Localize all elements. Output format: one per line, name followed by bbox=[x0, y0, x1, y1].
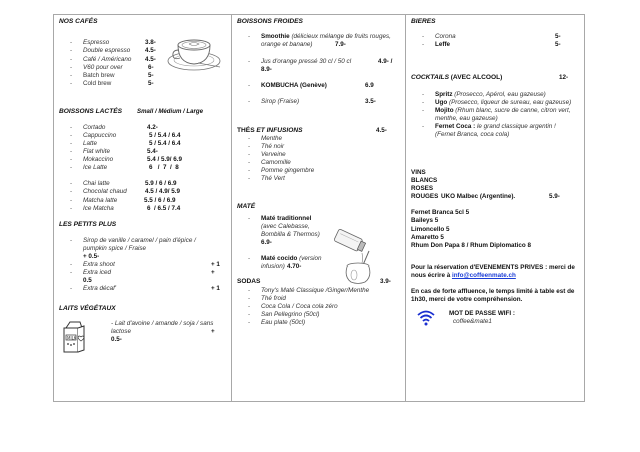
list-item: Fernet Branca 5cl 5 bbox=[411, 209, 470, 217]
list-item: - Mojito (Rhum blanc, sucre de canne, citron vert, menthe, eau gazeuse) bbox=[422, 107, 571, 123]
list-item: - Matcha latte 5.5 / 6 / 6.9 bbox=[70, 196, 176, 204]
list-item: - KOMBUCHA (Genève) 6.9 bbox=[248, 81, 374, 89]
list-item: - Chocolat chaud 4.5 / 4.9/ 5.9 bbox=[70, 188, 181, 196]
sizes-label: Small / Médium / Large bbox=[137, 107, 204, 115]
list-item: - V60 pour over 6- bbox=[70, 63, 154, 71]
list-item: - Ice Matcha 6 / 6.5 / 7.4 bbox=[70, 204, 181, 212]
list-item: - Flat white 5.4- bbox=[70, 148, 158, 156]
list-item: - Cappuccino 5 / 5.4 / 6.4 bbox=[70, 132, 181, 140]
menu-table bbox=[53, 14, 585, 402]
list-item: - Spritz (Prosecco, Apérol, eau gazeuse) bbox=[422, 90, 546, 98]
thes-header: THÉS ET INFUSIONS 4.5- bbox=[237, 126, 387, 134]
column-alcool bbox=[406, 15, 584, 401]
affluence-info: En cas de forte affluence, le temps limité à table est de 1h30, merci de votre compréhension. bbox=[411, 287, 575, 303]
section-title-bieres: BIERES bbox=[411, 18, 436, 25]
list-item: - Fernet Coca : le grand classique argentin ! (Fernet Branca, coca cola) bbox=[422, 123, 556, 139]
plus-list: - Sirop de vanille / caramel / pain d'épice / pumpkin spice / Fraise + 0.5- - Extra shoot + 1 - Extra iced + 0.5 - Extra décaf' + 1 bbox=[59, 237, 226, 293]
events-info: Pour la réservation d'EVENEMENTS PRIVES : merci de nous écrire à info@coffeenmate.ch bbox=[411, 263, 575, 279]
list-item: Baileys 5 bbox=[411, 217, 439, 225]
list-item: - Verveine bbox=[248, 151, 286, 159]
section-title-froides: BOISSONS FROIDES bbox=[237, 18, 303, 25]
list-item: - Eau plate (50cl) bbox=[248, 318, 306, 326]
section-title-sodas: SODAS bbox=[237, 278, 261, 286]
section-title-plus: LES PETITS PLUS bbox=[59, 220, 117, 228]
coffee-cup-icon bbox=[164, 33, 226, 75]
bieres-list bbox=[411, 33, 579, 49]
list-item: - Leffe 5- bbox=[422, 41, 561, 49]
cocktails-list bbox=[411, 91, 576, 139]
list-item: - Jus d'orange pressé 30 cl / 50 cl 4.9- / bbox=[248, 57, 393, 65]
section-title-lactes: BOISSONS LACTÉS bbox=[59, 107, 123, 115]
list-item: Rhum Don Papa 8 / Rhum Diplomatico 8 bbox=[411, 241, 532, 249]
lactes-header bbox=[59, 108, 226, 116]
svg-text:MILK: MILK bbox=[67, 335, 77, 341]
section-title-mate: MATÉ bbox=[237, 203, 256, 211]
list-item: - Batch brew 5- bbox=[70, 71, 154, 79]
column-cafes bbox=[54, 15, 232, 401]
list-item: - Espresso 3.8- bbox=[70, 39, 156, 47]
digestifs-list bbox=[411, 209, 579, 249]
column-froides bbox=[232, 15, 406, 401]
list-item: - Double espresso 4.5- bbox=[70, 47, 156, 55]
cocktails-header: COCKTAILS (AVEC ALCOOL) 12- bbox=[411, 73, 569, 81]
wifi-block: MOT DE PASSE WIFI : coffee&mate1 bbox=[411, 310, 579, 326]
list-item: - Chai latte 5.9 / 6 / 6.9 bbox=[70, 180, 177, 188]
sodas-header: SODAS 3.9- bbox=[237, 278, 391, 286]
list-item: - Menthe bbox=[248, 135, 283, 143]
cafes-list bbox=[59, 39, 169, 87]
sodas-list bbox=[237, 287, 400, 327]
list-item: - Extra iced + bbox=[70, 269, 215, 277]
list-item: - Sirop (Fraise) 3.5- bbox=[248, 97, 376, 105]
list-item: - Cortado 4.2- bbox=[70, 124, 158, 132]
list-item: - Smoothie (délicieux mélange de fruits rouges, bbox=[248, 33, 391, 41]
list-item: - Extra shoot + 1 bbox=[70, 261, 220, 269]
list-item: - Maté traditionnel bbox=[248, 214, 312, 222]
wifi-icon bbox=[411, 310, 449, 326]
list-item: - Maté cocido (version bbox=[248, 255, 322, 263]
list-item: Limoncello 5 bbox=[411, 225, 450, 233]
vins-title: VINS bbox=[411, 169, 426, 177]
list-item: - Corona 5- bbox=[422, 33, 561, 41]
list-item: - Latte 5 / 5.4 / 6.4 bbox=[70, 140, 181, 148]
list-item: - Coca Cola / Coca cola zéro bbox=[248, 302, 338, 310]
mate-list: - Maté traditionnel (avec Calebasse, Bombilla & Thermos) 6.9- - Maté cocido (version infusion) 4.70- bbox=[237, 215, 400, 271]
list-item: - Extra décaf' + 1 bbox=[70, 285, 220, 293]
list-item: - Café / Américano 4.5- bbox=[70, 55, 156, 63]
list-item: - San Pellegrino (50cl) bbox=[248, 310, 320, 318]
laits-block bbox=[59, 320, 226, 354]
list-item: - Ugo (Prosecco, liqueur de sureau, eau gazeuse) bbox=[422, 99, 572, 107]
list-item: Amaretto 5 bbox=[411, 233, 444, 241]
list-item: - Camomille bbox=[248, 159, 291, 167]
list-item: - Cold brew 5- bbox=[70, 79, 154, 87]
section-title-laits: LAITS VÉGÉTAUX bbox=[59, 305, 116, 313]
section-title-cafes: NOS CAFÉS bbox=[59, 18, 98, 25]
list-item: - Mokaccino 5.4 / 5.9/ 6.9 bbox=[70, 156, 183, 164]
list-item: - Thé Vert bbox=[248, 175, 285, 183]
thes-list bbox=[237, 135, 400, 183]
list-item: - Thé froid bbox=[248, 294, 286, 302]
laits-text: - Lait d'avoine / amande / soja / sans lactose + 0.5- bbox=[111, 319, 215, 343]
mate-gourd-icon bbox=[329, 229, 379, 285]
milk-carton-icon bbox=[59, 320, 111, 354]
froides-list: - Smoothie (délicieux mélange de fruits rouges, orange et banane) 7.9- - Jus d'orange pressé 30 cl / 50 cl 4.9- / 8.9- - KOMBUCHA (Genève) 6.9 - Sirop (Fraise) 3.5- bbox=[237, 33, 400, 105]
list-item: - Sirop de vanille / caramel / pain d'épice / bbox=[70, 237, 196, 245]
lactes-list bbox=[59, 124, 226, 212]
list-item: - Pomme gingembre bbox=[248, 167, 315, 175]
vins-section: VINS BLANCS ROSES ROUGES UKO Malbec (Argentine). 5.9- bbox=[411, 169, 579, 201]
list-item: - Tony's Maté Classique /Ginger/Menthe bbox=[248, 286, 370, 294]
email-link[interactable]: info@coffeenmate.ch bbox=[451, 271, 516, 279]
list-item: - Thé noir bbox=[248, 143, 285, 151]
list-item: - Ice Latte 6 / 7 / 8 bbox=[70, 164, 179, 172]
